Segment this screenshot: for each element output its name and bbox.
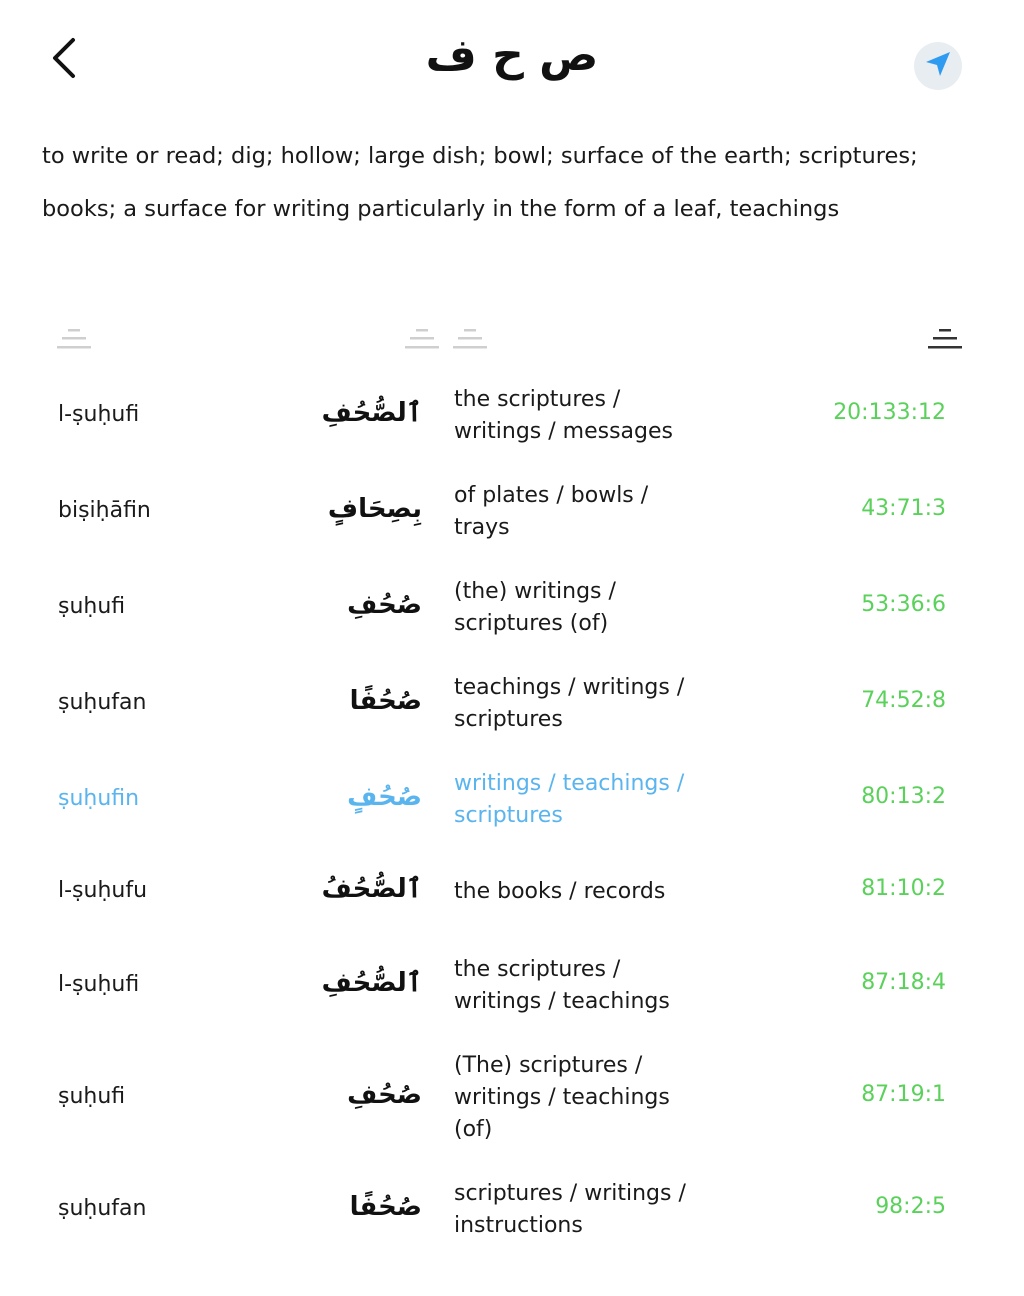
translation: scriptures / writings / instructions (454, 1181, 686, 1238)
arabic-word: صُحُفِ (347, 1080, 422, 1110)
arabic-word: صُحُفًا (349, 686, 422, 716)
verse-reference[interactable]: 80:13:2 (861, 784, 946, 809)
root-meaning: to write or read; dig; hollow; large dish; bowl; surface of the earth; scriptures; books; a surface for writing particularly in the form of a leaf, teachings (42, 143, 918, 222)
arabic-word: ٱلصُّحُفِ (321, 398, 422, 428)
verse-reference[interactable]: 87:19:1 (861, 1082, 946, 1107)
transliteration: biṣiḥāfin (58, 498, 151, 523)
header-bar (0, 0, 1024, 130)
transliteration: ṣuḥufin (58, 786, 140, 811)
translation: the books / records (454, 879, 666, 904)
arabic-word: ٱلصُّحُفِ (321, 968, 422, 998)
verse-reference[interactable]: 81:10:2 (861, 876, 946, 901)
translation: the scriptures / writings / teachings (454, 957, 670, 1014)
transliteration: ṣuḥufan (58, 690, 147, 715)
sort-reference-button[interactable] (928, 326, 962, 352)
transliteration: l-ṣuḥufi (58, 972, 140, 997)
navigate-button[interactable] (914, 42, 962, 90)
sort-icon (57, 326, 91, 352)
sort-transliteration-button[interactable] (57, 326, 91, 352)
arabic-word: بِصِحَافٍ (327, 494, 422, 524)
sort-icon (453, 326, 487, 352)
verse-reference[interactable]: 53:36:6 (861, 592, 946, 617)
verse-reference[interactable]: 20:133:12 (833, 400, 946, 425)
translation: teachings / writings / scriptures (454, 675, 685, 732)
translation: of plates / bowls / trays (454, 483, 649, 540)
arabic-word: صُحُفًا (349, 1192, 422, 1222)
verse-reference[interactable]: 43:71:3 (861, 496, 946, 521)
translation: (The) scriptures / writings / teachings (of) (454, 1053, 670, 1142)
transliteration: ṣuḥufan (58, 1196, 147, 1221)
transliteration: l-ṣuḥufi (58, 402, 140, 427)
transliteration: l-ṣuḥufu (58, 878, 148, 903)
sort-translation-button[interactable] (453, 326, 487, 352)
verse-reference[interactable]: 74:52:8 (861, 688, 946, 713)
verse-reference[interactable]: 98:2:5 (875, 1194, 946, 1219)
sort-icon (928, 326, 962, 352)
translation: (the) writings / scriptures (of) (454, 579, 616, 636)
translation: the scriptures / writings / messages (454, 387, 673, 444)
arabic-word: صُحُفِ (347, 590, 422, 620)
transliteration: ṣuḥufi (58, 1084, 126, 1109)
arabic-word: صُحُفٍ (347, 782, 422, 812)
sort-icon (405, 326, 439, 352)
root-title: ص ح ف (425, 30, 599, 81)
transliteration: ṣuḥufi (58, 594, 126, 619)
verse-reference[interactable]: 87:18:4 (861, 970, 946, 995)
location-arrow-icon (923, 49, 953, 83)
translation: writings / teachings / scriptures (454, 771, 685, 828)
sort-arabic-button[interactable] (405, 326, 439, 352)
sort-controls (0, 322, 1024, 354)
arabic-word: ٱلصُّحُفُ (321, 874, 422, 904)
